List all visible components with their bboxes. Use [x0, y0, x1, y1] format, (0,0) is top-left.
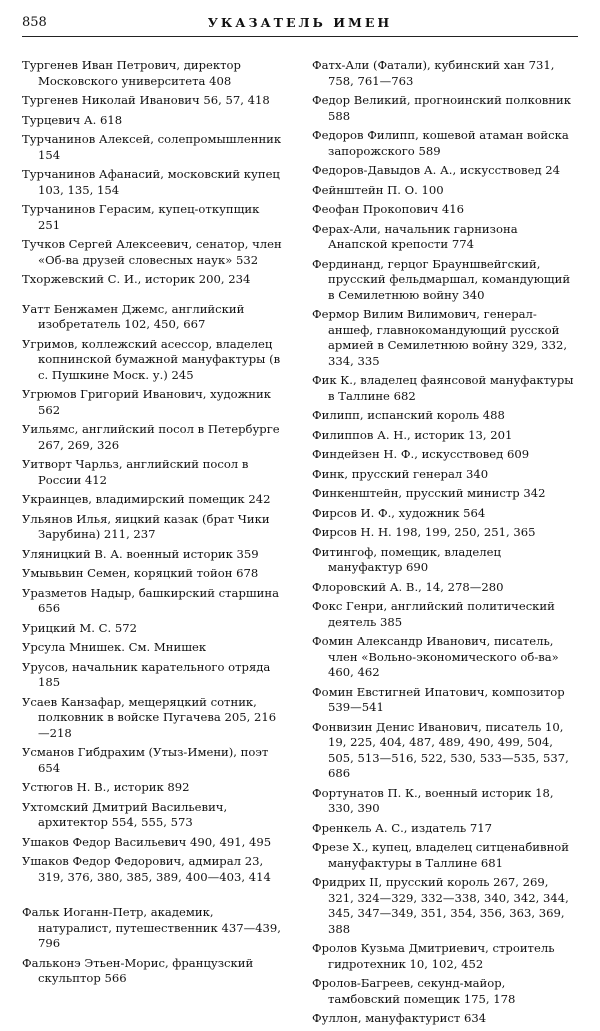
index-entry: Френкель А. С., издатель 717	[312, 820, 493, 835]
index-entry: Фролов-Багреев, секунд-майор, тамбовский помещик 175, 178	[312, 976, 516, 1006]
index-entry: Фальк Иоганн-Петр, академик, натуралист, путешественник 437—439, 796	[22, 905, 281, 950]
index-entry: Финдейзен Н. Ф., искусствовед 609	[312, 447, 530, 461]
index-entry: Уильямс, английский посол в Петербурге 267, 269, 326	[22, 422, 280, 452]
index-entry: Фридрих II, прусский король 267, 269, 321, 324—329, 332—338, 340, 342, 344, 345, 347—349, 351, 354, 356, 363, 369, 388	[312, 875, 569, 936]
index-entry: Филиппов А. Н., историк 13, 201	[312, 427, 513, 442]
index-entry: Турчанинов Алексей, солепромышленник 154	[22, 132, 282, 162]
index-column-left	[22, 58, 284, 991]
index-entry: Урицкий М. С. 572	[22, 620, 137, 635]
index-entry: Фатх-Али (Фатали), кубинский хан 731, 758, 761—763	[312, 58, 555, 88]
index-entry: Фуллон, мануфактурист 634	[312, 1011, 487, 1025]
index-entry: Угрюмов Григорий Иванович, художник 562	[22, 387, 272, 417]
index-entry: Федоров Филипп, кошевой атаман войска запорожского 589	[312, 128, 569, 158]
index-entry: Фейнштейн П. О. 100	[312, 182, 444, 197]
index-entry: Фролов Кузьма Дмитриевич, строитель гидротехник 10, 102, 452	[312, 941, 555, 971]
index-entry: Уитворт Чарльз, английский посол в России 412	[22, 457, 249, 487]
index-entry: Уатт Бенжамен Джемс, английский изобретатель 102, 450, 667	[22, 301, 245, 331]
index-entry: Фомин Евстигней Ипатович, композитор 539—541	[312, 684, 565, 714]
index-entry: Фальконэ Этьен-Морис, французский скульптор 566	[22, 955, 254, 985]
index-entry: Турцевич А. 618	[22, 112, 123, 127]
index-entry: Ухтомский Дмитрий Васильевич, архитектор 554, 555, 573	[22, 799, 228, 829]
index-entry: Финк, прусский генерал 340	[312, 466, 489, 481]
index-entry: Украинцев, владимирский помещик 242	[22, 492, 271, 506]
index-entry: Ферах-Али, начальник гарнизона Анапской крепости 774	[312, 221, 518, 251]
index-entry: Угримов, коллежский асессор, владелец копнинской бумажной мануфактуры (в с. Пушкине Моск. у.) 245	[22, 336, 281, 382]
index-entry: Тхоржевский С. И., историк 200, 234	[22, 272, 251, 286]
index-entry: Федор Великий, прогноинский полковник 588	[312, 93, 572, 123]
index-entry: Урусов, начальник карательного отряда 185	[22, 659, 271, 689]
index-entry: Ушаков Федор Федорович, адмирал 23, 319, 376, 380, 385, 389, 400—403, 414	[22, 854, 271, 884]
index-entry: Турчанинов Герасим, купец-откупщик 251	[22, 202, 260, 232]
running-title: УКАЗАТЕЛЬ ИМЕН	[207, 15, 393, 30]
index-entry: Урсула Мнишек. См. Мнишек	[22, 640, 207, 654]
index-entry: Фортунатов П. К., военный историк 18, 330, 390	[312, 785, 554, 815]
index-entry: Флоровский А. В., 14, 278—280	[312, 579, 504, 594]
index-entry: Фитингоф, помещик, владелец мануфактур 690	[312, 544, 501, 574]
index-entry: Фокс Генри, английский политический деятель 385	[312, 599, 555, 629]
index-entry: Тучков Сергей Алексеевич, сенатор, член «Об-ва друзей словесных наук» 532	[22, 237, 282, 267]
index-column-right	[312, 58, 574, 1031]
page-number: 858	[22, 15, 47, 30]
index-entry: Устюгов Н. В., историк 892	[22, 780, 190, 794]
index-entry: Турчанинов Афанасий, московский купец 103, 135, 154	[22, 167, 280, 197]
index-entry: Умывьвин Семен, коряцкий тойон 678	[22, 566, 259, 580]
index-entry: Фрезе Х., купец, владелец ситценабивной мануфактуры в Таллине 681	[312, 840, 569, 870]
index-entry: Фердинанд, герцог Брауншвейгский, прусский фельдмаршал, командующий в Семилетнюю войну 340	[312, 256, 571, 302]
index-entry: Филипп, испанский король 488	[312, 408, 505, 422]
index-entry: Тургенев Николай Иванович 56, 57, 418	[22, 93, 270, 107]
index-entry: Уляницкий В. А. военный историк 359	[22, 546, 259, 561]
index-entry: Финкенштейн, прусский министр 342	[312, 486, 546, 500]
index-entry: Фирсов И. Ф., художник 564	[312, 505, 486, 520]
index-entry: Ульянов Илья, яицкий казак (брат Чики Зарубина) 211, 237	[22, 511, 270, 541]
index-entry: Фомин Александр Иванович, писатель, член «Вольно-экономического об-ва» 460, 462	[312, 634, 559, 679]
page-header	[22, 14, 578, 37]
index-entry: Фик К., владелец фаянсовой мануфактуры в Таллине 682	[312, 373, 574, 403]
index-entry: Тургенев Иван Петрович, директор Московского университета 408	[22, 58, 241, 88]
index-entry: Фирсов Н. Н. 198, 199, 250, 251, 365	[312, 525, 536, 539]
index-entry: Федоров-Давыдов А. А., искусствовед 24	[312, 163, 561, 177]
index-entry: Фермор Вилим Вилимович, генерал-аншеф, главнокомандующий русской армией в Семилетнюю войну 329, 332, 334, 335	[312, 307, 568, 368]
index-entry: Феофан Прокопович 416	[312, 202, 465, 216]
index-entry: Усаев Канзафар, мещеряцкий сотник, полковник в войске Пугачева 205, 216—218	[22, 694, 277, 740]
index-entry: Усманов Гибдрахим (Утыз-Имени), поэт 654	[22, 745, 269, 775]
index-entry: Ушаков Федор Васильевич 490, 491, 495	[22, 834, 272, 849]
index-entry: Фонвизин Денис Иванович, писатель 10, 19, 225, 404, 487, 489, 490, 499, 504, 505, 513—516, 522, 530, 533—535, 537, 686	[312, 719, 569, 780]
index-entry: Уразметов Надыр, башкирский старшина 656	[22, 585, 280, 615]
